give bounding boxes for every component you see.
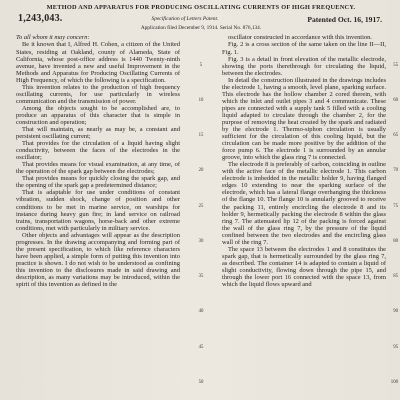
line-number: 95 xyxy=(393,344,398,350)
left-column-paragraph: Among the objects sought to be accomplished are, to produce an apparatus of this character that is simple in construction and operation; xyxy=(16,104,180,126)
line-number: 35 xyxy=(198,274,204,280)
right-column-paragraph: Fig. 3 is a detail in front elevation of the metallic electrode, showing the ports therethrough for circulating the liquid, between the electrodes. xyxy=(222,55,386,77)
line-number: 75 xyxy=(393,203,398,209)
line-number: 65 xyxy=(393,133,398,139)
right-column xyxy=(222,34,386,288)
left-column-paragraph: Be it known that I, Alfred H. Cohen, a citizen of the United States, residing at Oakland, county of Alameda, State of California, whose post-office address is 1440 Twenty-ninth avenue, have invented a new and useful Improvement in the Methods and Apparatus for Producing Oscillating Currents of High Frequency, of which the following is a specification. xyxy=(16,41,180,84)
application-line: Application filed December 9, 1914. Serial No. 876,134. xyxy=(140,25,262,32)
patented-date: Patented Oct. 16, 1917. xyxy=(307,15,382,25)
left-column xyxy=(16,34,180,288)
document-title: METHOD AND APPARATUS FOR PRODUCING OSCILLATING CURRENTS OF HIGH FREQUENCY. xyxy=(46,4,356,11)
right-column-paragraph: The electrode 8 is preferably of carbon, coinciding in outline with the active face of the metallic electrode 1. This carbon electrode is imbedded in the metallic holder 9, having flanged edges 10 extending to near the sparking surface of the electrode, which has a lateral flange overhanging the thickness of the flange 10. The flange 10 is annularly grooved to receive the packing 11, entirely encircling the electrode 8 and its holder 9, hermetically packing the electrode 8 within the glass ring 7. The attenuated lip 12 of the packing is forced against the wall of the glass ring 7, by the pressure of the liquid confined between the two electrodes and the encircling glass wall of the ring 7. xyxy=(222,161,386,246)
right-column-paragraph: Fig. 2 is a cross section of the same taken on the line II—II, Fig. 1. xyxy=(222,41,386,56)
line-number: 85 xyxy=(393,274,398,280)
text-columns xyxy=(16,34,398,385)
line-number: 20 xyxy=(198,168,204,174)
line-number: 55 xyxy=(393,62,398,68)
right-column-paragraph: The space 13 between the electrodes 1 and 8 constitutes the spark gap, that is hermetically surrounded by the glass ring 7, as described. The container 14 is adapted to contain a liquid of slight conductivity, flowing down through the pipe 15, and through the lower port 16 connected with the space 13, from which the liquid flows upward and xyxy=(222,245,386,289)
line-number-gutter xyxy=(192,34,210,385)
left-column-paragraph: That provides means for quickly closing the spark gap, and the opening of the spark gap a predetermined distance; xyxy=(16,175,180,190)
line-number: 45 xyxy=(198,344,204,350)
line-number: 5 xyxy=(199,62,203,68)
line-number: 50 xyxy=(198,379,204,385)
left-column-paragraph: This invention relates to the production of high frequency oscillating currents, for use particularly in wireless communication and the transmission of power. xyxy=(16,83,180,105)
patent-number: 1,243,043. xyxy=(18,13,63,25)
left-column-paragraph: That provides for the circulation of a liquid having slight conductivity, between the faces of the electrodes in the oscillator; xyxy=(16,140,180,162)
line-number: 80 xyxy=(393,238,398,244)
right-column-paragraph: In detail the construction illustrated in the drawings includes the electrode 1, having a smooth, level plane, sparking surface. This electrode has the hollow chamber 2 cored therein, with which the inlet and outlet pipes 3 and 4 communicate. These pipes are connected with a supply tank 5 filled with a cooling liquid adapted to circulate through the chamber 2, for the purpose of removing the heat created by the spark and radiated by the electrode 1. Thermo-siphon circulation is usually sufficient for the circulation of this cooling liquid, but the circulation can be made more positive by the addition of the force pump 6. The electrode 1 is surrounded by an annular groove, into which the glass ring 7 is connected. xyxy=(222,76,386,162)
specification-label: Specification of Letters Patent. xyxy=(151,16,219,23)
line-number: 40 xyxy=(198,309,204,315)
left-column-paragraph: To all whom it may concern: xyxy=(16,34,90,42)
line-number: 15 xyxy=(198,133,204,139)
line-number: 60 xyxy=(393,97,398,103)
left-column-paragraph: Other objects and advantages will appear as the description progresses. In the drawing accompanying and forming part of the present specification, to which like reference characters have been applied, a simple form of putting this invention into practice is shown. I do not wish to be understood as confining this invention to the disclosures made in said drawing and description, as many variations may be introduced, within the spirit of this invention as defined in the xyxy=(16,231,180,289)
line-number: 100 xyxy=(390,379,398,385)
right-column-paragraph: oscillator constructed in accordance with this invention. xyxy=(228,34,372,42)
line-number: 30 xyxy=(198,238,204,244)
left-column-paragraph: That provides means for visual examination, at any time, of the operation of the spark gap between the electrodes; xyxy=(16,161,180,176)
left-column-paragraph: That is adaptable for use under conditions of constant vibration, sudden shock, change of position and other conditions to be met in marine service, on warships for instance during heavy gun fire; in land service on railroad trains, transportation wagons, horse-back and other extreme conditions, met with particularly in military service. xyxy=(16,189,180,232)
line-number: 10 xyxy=(198,97,204,103)
left-column-paragraph: That will maintain, as nearly as may be, a constant and persistent oscillating current; xyxy=(16,126,180,141)
header-row xyxy=(16,13,386,24)
line-number: 25 xyxy=(198,203,204,209)
line-number: 70 xyxy=(393,168,398,174)
line-number: 90 xyxy=(393,309,398,315)
